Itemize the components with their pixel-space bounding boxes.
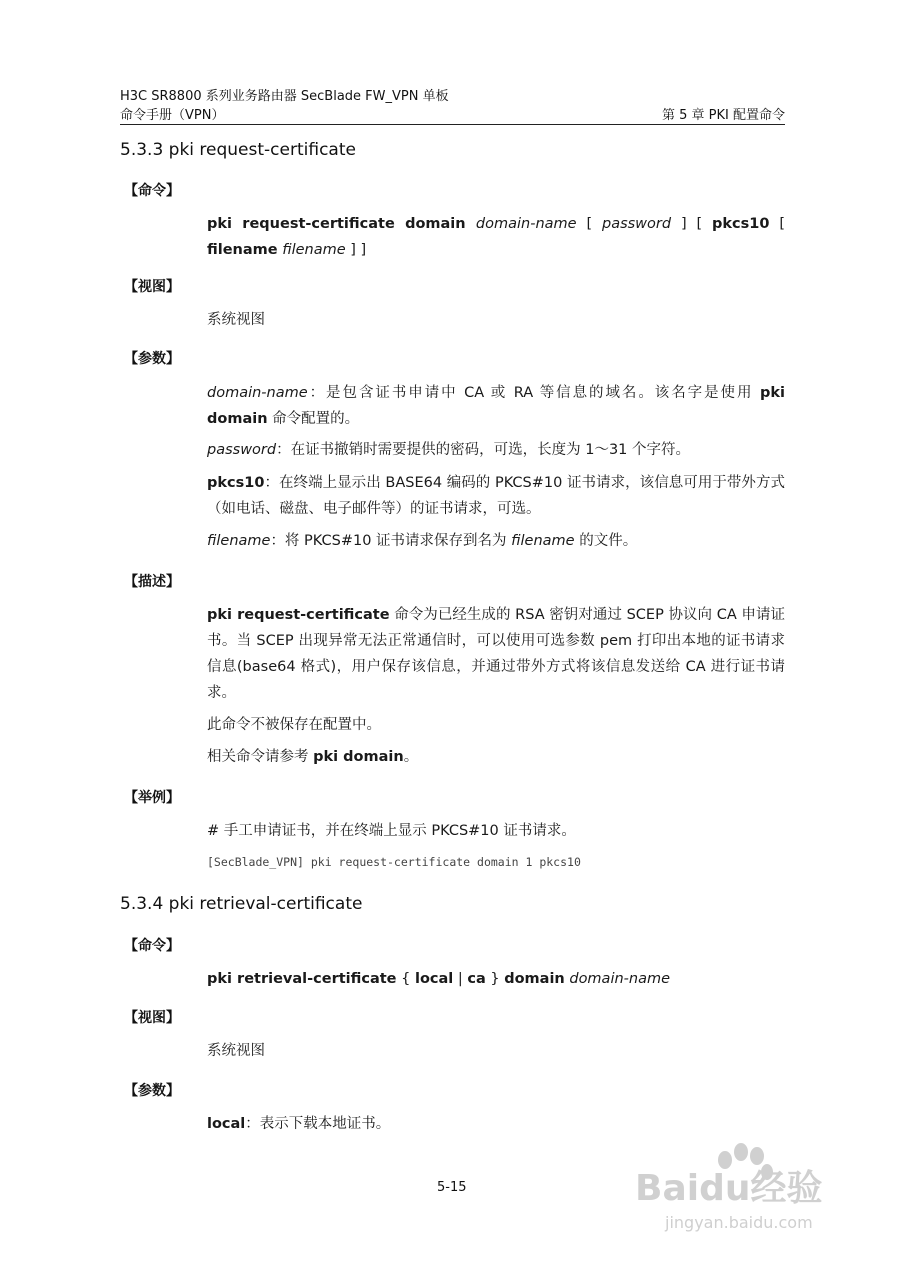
param-pkcs10: pkcs10：在终端上显示出 BASE64 编码的 PKCS#10 证书请求，该信息可用于带外方式（如电话、磁盘、电子邮件等）的证书请求，可选。 <box>207 475 785 517</box>
watermark-url: jingyan.baidu.com <box>665 1213 813 1232</box>
params-tag-2: 【参数】 <box>124 1083 180 1099</box>
command-syntax: pki request-certificate domain domain-name [ password ] [ pkcs10 [ filename filename ] ] <box>207 216 785 258</box>
baidu-paw-logo <box>625 1140 845 1235</box>
example-code: [SecBlade_VPN] pki request-certificate domain 1 pkcs10 <box>207 855 581 869</box>
description-tag: 【描述】 <box>124 574 180 590</box>
header-title: H3C SR8800 系列业务路由器 SecBlade FW_VPN 单板 <box>120 89 449 104</box>
example-comment: # 手工申请证书，并在终端上显示 PKCS#10 证书请求。 <box>207 823 576 839</box>
view-text-2: 系统视图 <box>207 1043 265 1059</box>
header-rule <box>120 124 785 125</box>
description-related: 相关命令请参考 pki domain。 <box>207 749 419 765</box>
command-tag-2: 【命令】 <box>124 938 180 954</box>
example-tag: 【举例】 <box>124 790 180 806</box>
header-chapter: 第 5 章 PKI 配置命令 <box>662 108 785 123</box>
view-tag-2: 【视图】 <box>124 1010 180 1026</box>
param-local: local：表示下载本地证书。 <box>207 1116 391 1132</box>
command-syntax-2: pki retrieval-certificate { local | ca } domain domain-name <box>207 971 671 987</box>
baidu-watermark <box>625 1140 845 1239</box>
command-tag: 【命令】 <box>124 183 180 199</box>
header-manual: 命令手册（VPN） <box>120 108 225 123</box>
view-tag: 【视图】 <box>124 279 180 295</box>
params-tag: 【参数】 <box>124 351 180 367</box>
view-text: 系统视图 <box>207 312 265 328</box>
page-number: 5-15 <box>437 1180 467 1195</box>
section-title: 5.3.3 pki request-certificate <box>120 140 356 160</box>
section-title-2: 5.3.4 pki retrieval-certificate <box>120 894 363 914</box>
param-password: password：在证书撤销时需要提供的密码，可选，长度为 1～31 个字符。 <box>207 442 691 458</box>
param-filename: filename：将 PKCS#10 证书请求保存到名为 filename 的文件。 <box>207 533 638 549</box>
description-text: pki request-certificate 命令为已经生成的 RSA 密钥对通过 SCEP 协议向 CA 申请证书。当 SCEP 出现异常无法正常通信时，可以使用可选参数 pem 打印出本地的证书请求信息(base64 格式)，用户保存该信息，并通过带外方式将该信息发送给 CA 进行证书请求。 <box>207 607 785 701</box>
description-note: 此命令不被保存在配置中。 <box>207 717 381 733</box>
param-domain-name: domain-name：是包含证书申请中 CA 或 RA 等信息的域名。该名字是使用 pki domain 命令配置的。 <box>207 385 785 427</box>
watermark-brand: Baidu经验 <box>635 1168 823 1209</box>
